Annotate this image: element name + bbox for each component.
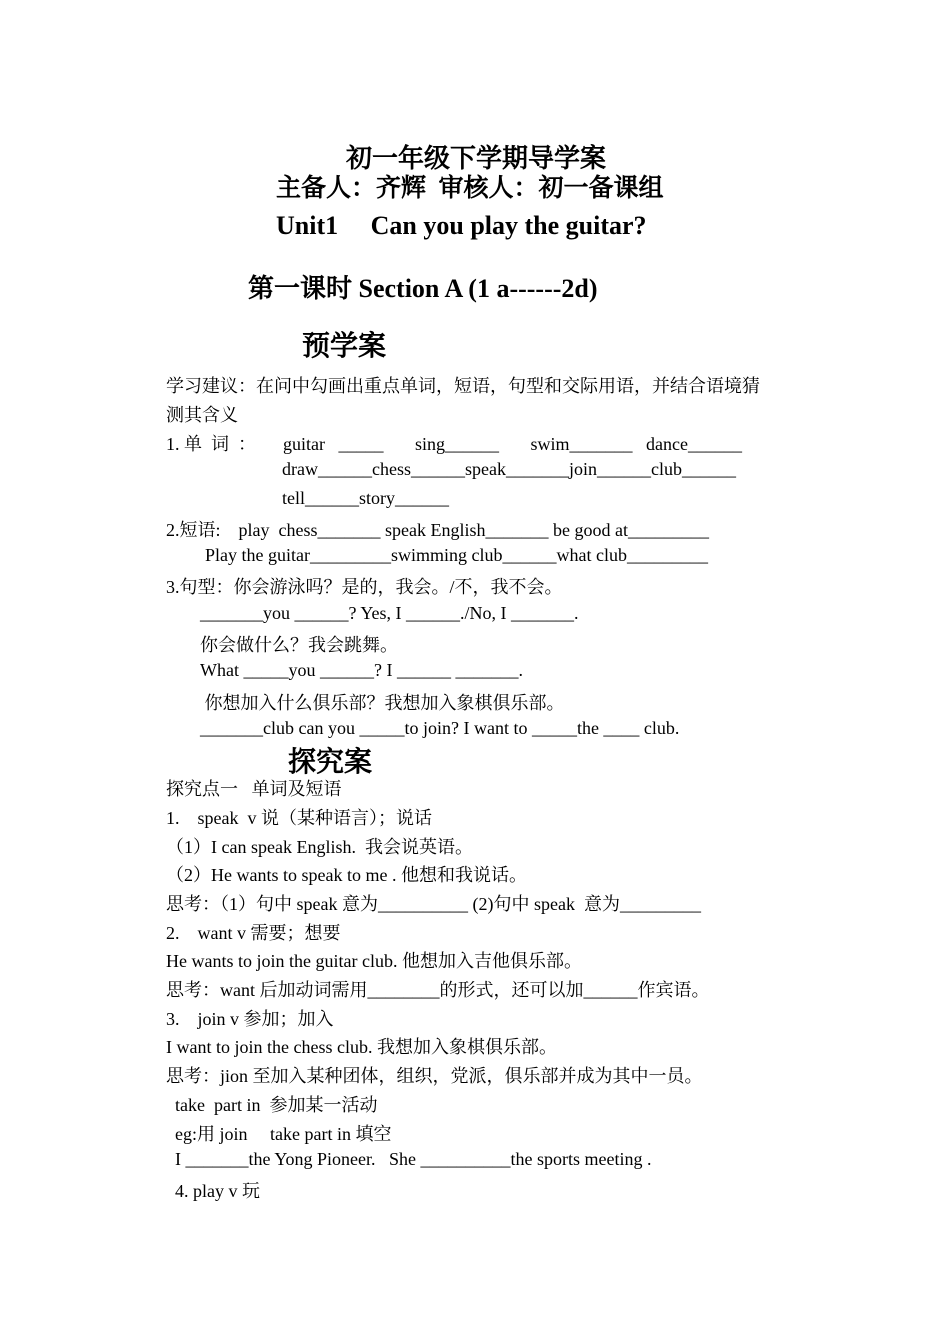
lesson-title: 第一课时 Section A (1 a------2d): [248, 274, 598, 303]
explore-line: I _______the Yong Pioneer. She __________the sports meeting .: [166, 1149, 652, 1169]
explore-line: （1）I can speak English. 我会说英语。: [166, 837, 473, 857]
explore-point-title: 探究点一 单词及短语: [166, 779, 342, 799]
words-line-3: tell______story______: [282, 488, 449, 508]
unit-title: Unit1 Can you play the guitar?: [276, 211, 647, 240]
explore-line: 思考：（1）句中 speak 意为__________ (2)句中 speak 意为_________: [166, 894, 701, 914]
explore-line: I want to join the chess club. 我想加入象棋俱乐部。: [166, 1037, 557, 1057]
phrases-line-2: Play the guitar_________swimming club______what club_________: [205, 545, 708, 565]
explore-line: He wants to join the guitar club. 他想加入吉他俱乐部。: [166, 951, 582, 971]
explore-line: take part in 参加某一活动: [166, 1095, 378, 1115]
preparers-line: 主备人：齐辉 审核人：初一备课组: [276, 175, 664, 202]
sentence-3-chinese: 你想加入什么俱乐部？我想加入象棋俱乐部。: [200, 693, 565, 713]
explore-line: 2. want v 需要；想要: [166, 923, 341, 943]
phrases-line-1: 2.短语: play chess_______ speak English_______ be good at_________: [166, 520, 709, 540]
sentence-1: _______you ______? Yes, I ______./No, I _______.: [200, 603, 579, 623]
explore-line: （2）He wants to speak to me . 他想和我说话。: [166, 865, 527, 885]
document-title: 初一年级下学期导学案: [346, 144, 607, 173]
explore-line: 1. speak v 说（某种语言）；说话: [166, 808, 432, 828]
words-line-1: 1. 单 词 ： guitar _____ sing______ swim_______ dance______: [166, 434, 742, 454]
sentence-2-chinese: 你会做什么？我会跳舞。: [200, 635, 398, 655]
sentence-intro: 3.句型：你会游泳吗？是的，我会。/不，我不会。: [166, 577, 563, 597]
explore-line: 思考：want 后加动词需用________的形式，还可以加______作宾语。: [166, 980, 710, 1000]
explore-line: 3. join v 参加；加入: [166, 1009, 334, 1029]
explore-line: eg:用 join take part in 填空: [166, 1124, 392, 1144]
study-advice-line-1: 学习建议：在问中勾画出重点单词，短语，句型和交际用语，并结合语境猜: [166, 376, 760, 396]
words-line-2: draw______chess______speak_______join______club______: [282, 459, 736, 479]
sentence-2: What _____you ______? I ______ _______.: [200, 660, 523, 680]
explore-heading: 探究案: [288, 747, 373, 778]
preview-heading: 预学案: [302, 331, 387, 362]
sentence-3: _______club can you _____to join? I want to _____the ____ club.: [200, 718, 680, 738]
explore-line: 4. play v 玩: [166, 1181, 260, 1201]
explore-line: 思考：jion 至加入某种团体，组织，党派，俱乐部并成为其中一员。: [166, 1066, 703, 1086]
study-advice-line-2: 测其含义: [166, 405, 238, 425]
